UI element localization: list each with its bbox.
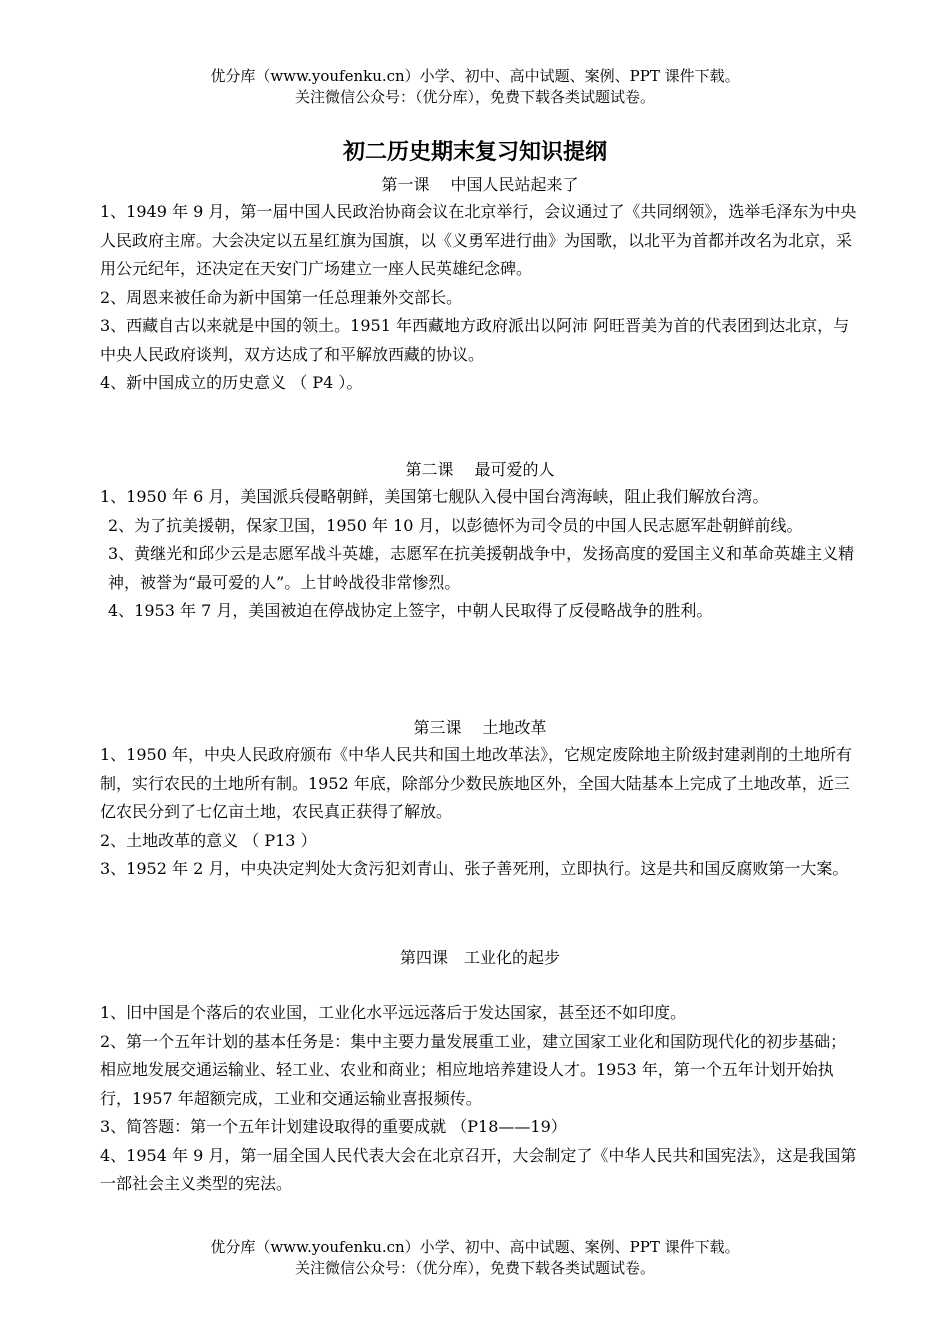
- lesson-heading: 第三课 土地改革: [413, 718, 547, 737]
- lesson-item: 2、周恩来被任命为新中国第一任总理兼外交部长。: [100, 287, 463, 307]
- header-line-1: 优分库（www.youfenku.cn）小学、初中、高中试题、案例、PPT 课件下载。: [210, 67, 740, 85]
- lesson-heading: 第四课 工业化的起步: [399, 948, 560, 967]
- lesson-item: 1、1950 年 6 月，美国派兵侵略朝鲜，美国第七舰队入侵中国台湾海峡，阻止我们解放台湾。: [100, 487, 769, 506]
- lesson-item: 1、旧中国是个落后的农业国，工业化水平远远落后于发达国家，甚至还不如印度。: [100, 1003, 687, 1022]
- lesson-item: 1、1949 年 9 月，第一届中国人民政治协商会议在北京举行，会议通过了《共同纲领》，选举毛泽东为中央人民政府主席。大会决定以五星红旗为国旗，以《义勇军进行曲》为国歌，以北平为首都并改名为北京，采用公元纪年，还决定在天安门广场建立一座人民英雄纪念碑。: [100, 202, 857, 278]
- page-header: [0, 66, 950, 108]
- lesson-4: [100, 944, 860, 1199]
- lesson-2: [100, 456, 860, 626]
- lesson-item: 3、黄继光和邱少云是志愿军战斗英雄，志愿军在抗美援朝战争中，发扬高度的爱国主义和革命英雄主义精神，被誉为“最可爱的人”。上甘岭战役非常惨烈。: [108, 544, 855, 592]
- page-footer: [0, 1237, 950, 1279]
- lesson-1: [100, 171, 860, 398]
- lesson-item: 1、1950 年，中央人民政府颁布《中华人民共和国土地改革法》，它规定废除地主阶级封建剥削的土地所有制，实行农民的土地所有制。1952 年底，除部分少数民族地区外，全国大陆基本上完成了土地改革，近三亿农民分到了七亿亩土地，农民真正获得了解放。: [100, 745, 852, 821]
- lesson-item: 2、第一个五年计划的基本任务是：集中主要力量发展重工业，建立国家工业化和国防现代化的初步基础；相应地发展交通运输业、轻工业、农业和商业；相应地培养建设人才。1953 年，第一个五年计划开始执行，1957 年超额完成，工业和交通运输业喜报频传。: [100, 1031, 847, 1108]
- document-title: 初二历史期末复习知识提纲: [342, 140, 607, 165]
- lesson-item: 3、简答题：第一个五年计划建设取得的重要成就 （P18——19）: [100, 1117, 567, 1136]
- spacer: [100, 971, 860, 999]
- lesson-heading: 第二课 最可爱的人: [405, 460, 555, 479]
- lesson-heading: 第一课 中国人民站起来了: [381, 175, 579, 194]
- footer-line-2: 关注微信公众号：（优分库），免费下载各类试题试卷。: [294, 1259, 655, 1277]
- lesson-item: 2、土地改革的意义 （ P13 ）: [100, 830, 317, 850]
- lesson-item: 3、西藏自古以来就是中国的领土。1951 年西藏地方政府派出以阿沛 阿旺晋美为首的代表团到达北京，与中央人民政府谈判，双方达成了和平解放西藏的协议。: [100, 316, 850, 364]
- header-line-2: 关注微信公众号：（优分库），免费下载各类试题试卷。: [294, 88, 655, 106]
- footer-line-1: 优分库（www.youfenku.cn）小学、初中、高中试题、案例、PPT 课件下载。: [210, 1238, 740, 1256]
- lesson-item: 4、1953 年 7 月，美国被迫在停战协定上签字，中朝人民取得了反侵略战争的胜利。: [108, 601, 713, 620]
- lesson-3: [100, 714, 860, 884]
- lesson-item: 4、新中国成立的历史意义 （ P4 ）。: [100, 373, 363, 392]
- lesson-item: 4、1954 年 9 月，第一届全国人民代表大会在北京召开，大会制定了《中华人民共和国宪法》，这是我国第一部社会主义类型的宪法。: [100, 1145, 857, 1193]
- lesson-item: 3、1952 年 2 月，中央决定判处大贪污犯刘青山、张子善死刑，立即执行。这是共和国反腐败第一大案。: [100, 859, 849, 878]
- lesson-item: 2、为了抗美援朝，保家卫国，1950 年 10 月，以彭德怀为司令员的中国人民志愿军赴朝鲜前线。: [108, 515, 803, 535]
